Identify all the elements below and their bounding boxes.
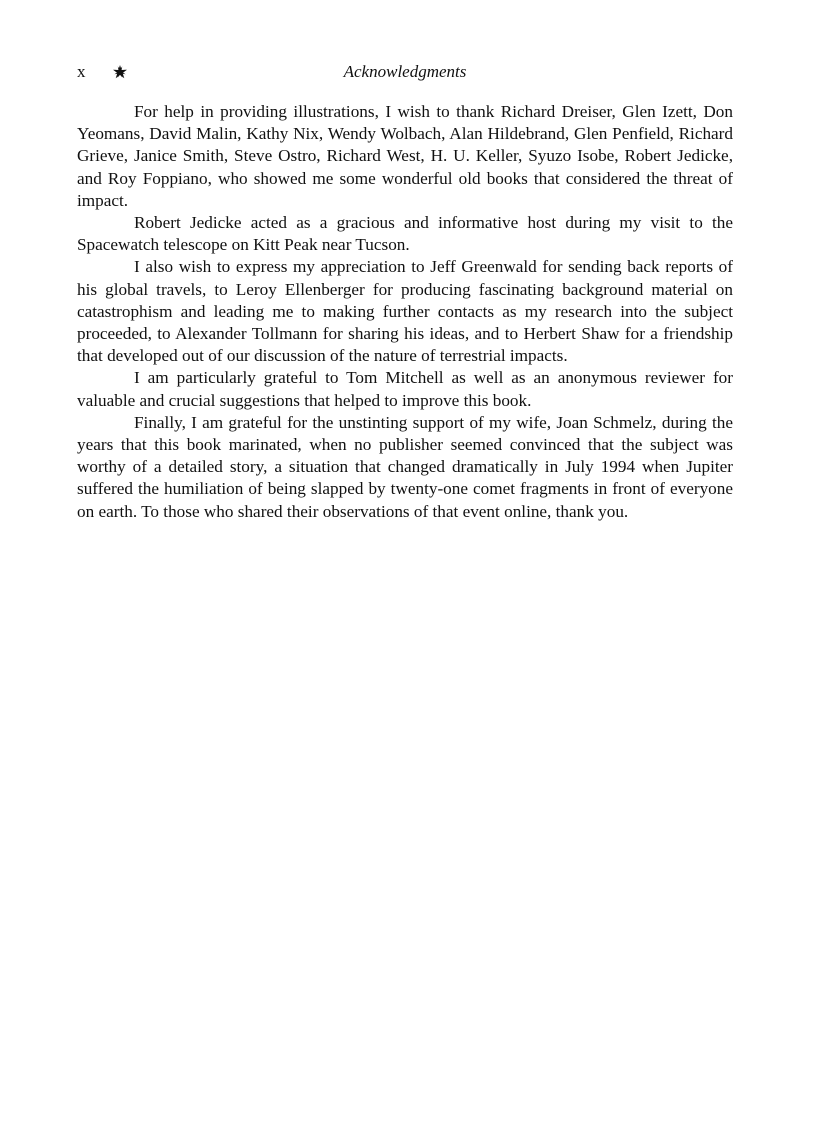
paragraph-appreciation: I also wish to express my appreciation to Jeff Greenwald for sending back reports of his global travels, to Leroy Ellenberger for producing fascinating background material on catastrophism and leading me to making further contacts as my research into the subject proceeded, to Alexander Tollmann for sharing his ideas, and to Herbert Shaw for a friendship that developed out of our discussion of the nature of terrestrial impacts. <box>77 257 733 366</box>
paragraph-finally: Finally, I am grateful for the unstinting support of my wife, Joan Schmelz, during the years that this book marinated, when no publisher seemed convinced that the subject was worthy of a detailed story, a situation that changed dramatically in July 1994 when Jupiter suffered the humiliation of being slapped by twenty-one comet fragments in front of everyone on earth. To those who shared their observations of that event online, thank you. <box>77 412 733 521</box>
page-header <box>77 60 733 84</box>
paragraph-reviewers: I am particularly grateful to Tom Mitchell as well as an anonymous reviewer for valuable and crucial suggestions that helped to improve this book. <box>77 368 733 410</box>
page-number: x <box>77 62 86 81</box>
paragraph-spacewatch: Robert Jedicke acted as a gracious and informative host during my visit to the Spacewatch telescope on Kitt Peak near Tucson. <box>77 213 733 255</box>
running-head: Acknowledgments <box>343 62 467 81</box>
acknowledgments-body <box>77 101 733 523</box>
paragraph-illustrations: For help in providing illustrations, I wish to thank Richard Dreiser, Glen Izett, Don Yeomans, David Malin, Kathy Nix, Wendy Wolbach, Alan Hildebrand, Glen Penfield, Richard Grieve, Janice Smith, Steve Ostro, Richard West, H. U. Keller, Syuzo Isobe, Robert Jedicke, and Roy Foppiano, who showed me some wonderful old books that considered the threat of impact. <box>77 102 733 210</box>
